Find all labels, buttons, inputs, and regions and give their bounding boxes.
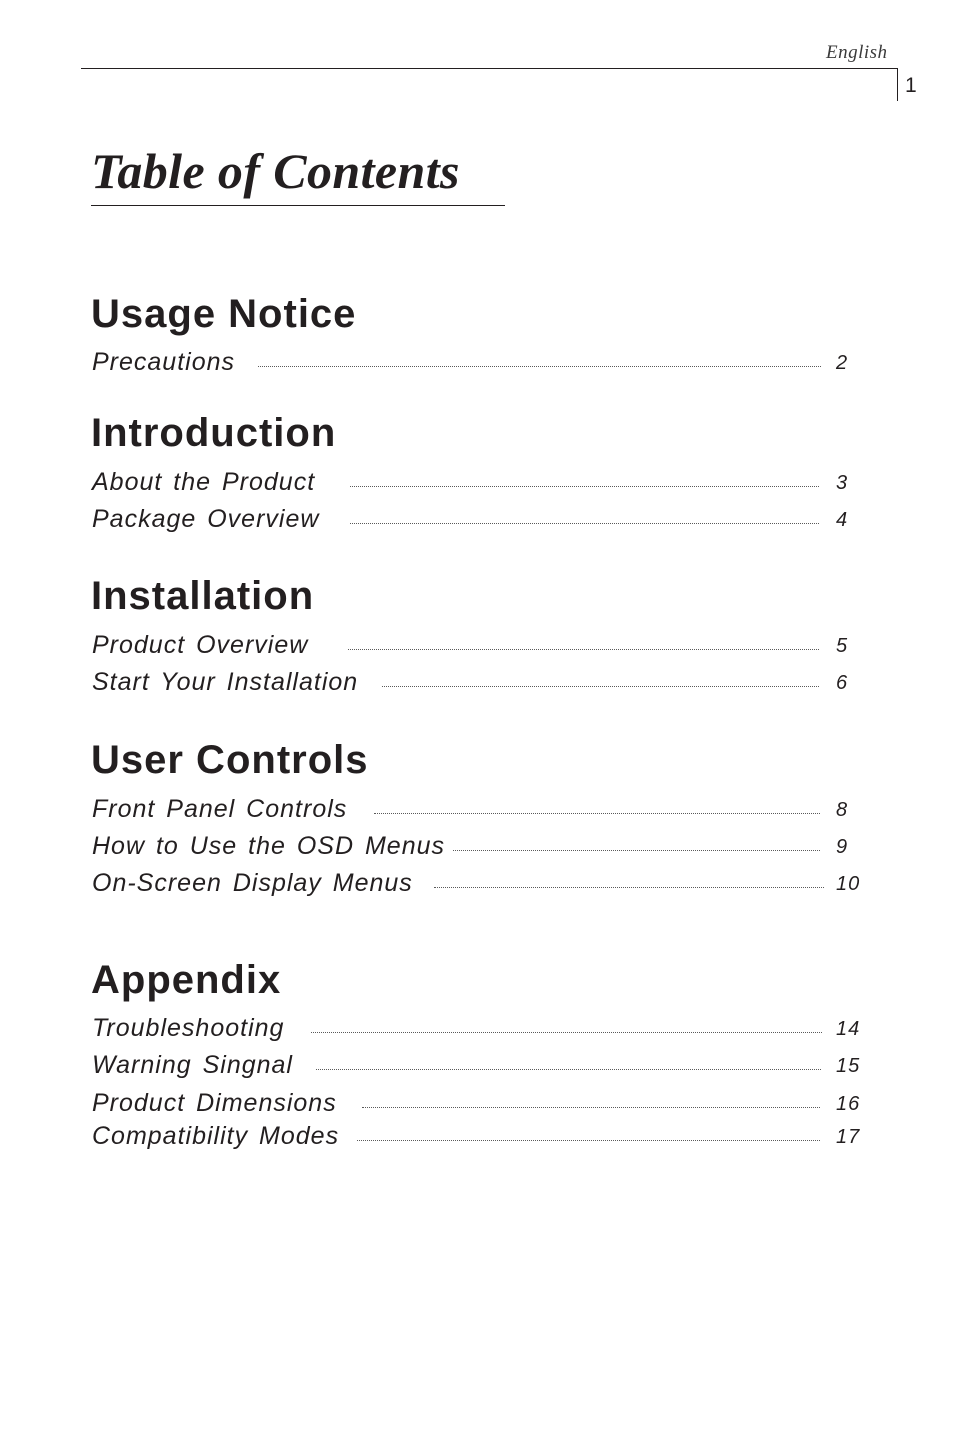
- toc-entry-product-dimensions[interactable]: [92, 1088, 882, 1118]
- toc-entry-page: 17: [836, 1126, 861, 1148]
- dot-leader: [374, 813, 820, 814]
- dot-leader: [316, 1069, 821, 1070]
- toc-entry-page: 10: [836, 873, 861, 895]
- toc-entry-label: Compatibility Modes: [92, 1122, 340, 1150]
- toc-entry-label: Product Overview: [92, 631, 309, 659]
- title-underline: [91, 205, 505, 206]
- toc-entry-on-screen-display-menus[interactable]: [92, 868, 882, 898]
- dot-leader: [348, 649, 819, 650]
- toc-entry-label: Start Your Installation: [92, 668, 359, 696]
- toc-entry-package-overview[interactable]: [92, 504, 882, 534]
- dot-leader: [357, 1140, 820, 1141]
- dot-leader: [362, 1107, 820, 1108]
- toc-entry-page: 2: [836, 352, 849, 374]
- dot-leader: [434, 887, 824, 888]
- toc-entry-label: Package Overview: [92, 505, 320, 533]
- toc-entry-page: 14: [836, 1018, 861, 1040]
- toc-entry-precautions[interactable]: [92, 347, 882, 377]
- toc-entry-label: About the Product: [92, 468, 316, 496]
- section-heading-introduction: Introduction: [91, 411, 337, 455]
- toc-entry-label: On-Screen Display Menus: [92, 869, 413, 897]
- toc-entry-label: Front Panel Controls: [92, 795, 348, 823]
- toc-entry-start-your-installation[interactable]: [92, 667, 882, 697]
- toc-entry-page: 5: [836, 635, 849, 657]
- toc-entry-warning-singnal[interactable]: [92, 1050, 882, 1080]
- toc-entry-product-overview[interactable]: [92, 630, 882, 660]
- dot-leader: [311, 1032, 822, 1033]
- dot-leader: [382, 686, 819, 687]
- toc-entry-page: 15: [836, 1055, 861, 1077]
- page-tab-rule: [897, 68, 898, 101]
- toc-entry-label: Product Dimensions: [92, 1089, 337, 1117]
- toc-entry-page: 9: [836, 836, 849, 858]
- dot-leader: [350, 523, 819, 524]
- header-rule: [81, 68, 898, 69]
- language-label: English: [826, 42, 888, 63]
- toc-entry-label: How to Use the OSD Menus: [92, 832, 446, 860]
- toc-entry-label: Precautions: [92, 348, 236, 376]
- toc-entry-troubleshooting[interactable]: [92, 1013, 882, 1043]
- section-heading-appendix: Appendix: [91, 958, 282, 1002]
- toc-entry-page: 8: [836, 799, 849, 821]
- page-title: Table of Contents: [91, 143, 460, 199]
- toc-entry-how-to-use-the-osd-menus[interactable]: [92, 831, 882, 861]
- toc-entry-label: Troubleshooting: [92, 1014, 285, 1042]
- page-number: 1: [905, 74, 917, 97]
- section-heading-installation: Installation: [91, 574, 315, 618]
- dot-leader: [258, 366, 821, 367]
- toc-entry-front-panel-controls[interactable]: [92, 794, 882, 824]
- toc-entry-page: 3: [836, 472, 849, 494]
- toc-entry-page: 4: [836, 509, 849, 531]
- dot-leader: [350, 486, 819, 487]
- toc-entry-label: Warning Singnal: [92, 1051, 293, 1079]
- section-heading-usage-notice: Usage Notice: [91, 292, 357, 336]
- toc-entry-page: 16: [836, 1093, 861, 1115]
- dot-leader: [453, 850, 820, 851]
- toc-entry-page: 6: [836, 672, 849, 694]
- toc-entry-compatibility-modes[interactable]: [92, 1121, 882, 1151]
- toc-entry-about-the-product[interactable]: [92, 467, 882, 497]
- section-heading-user-controls: User Controls: [91, 738, 369, 782]
